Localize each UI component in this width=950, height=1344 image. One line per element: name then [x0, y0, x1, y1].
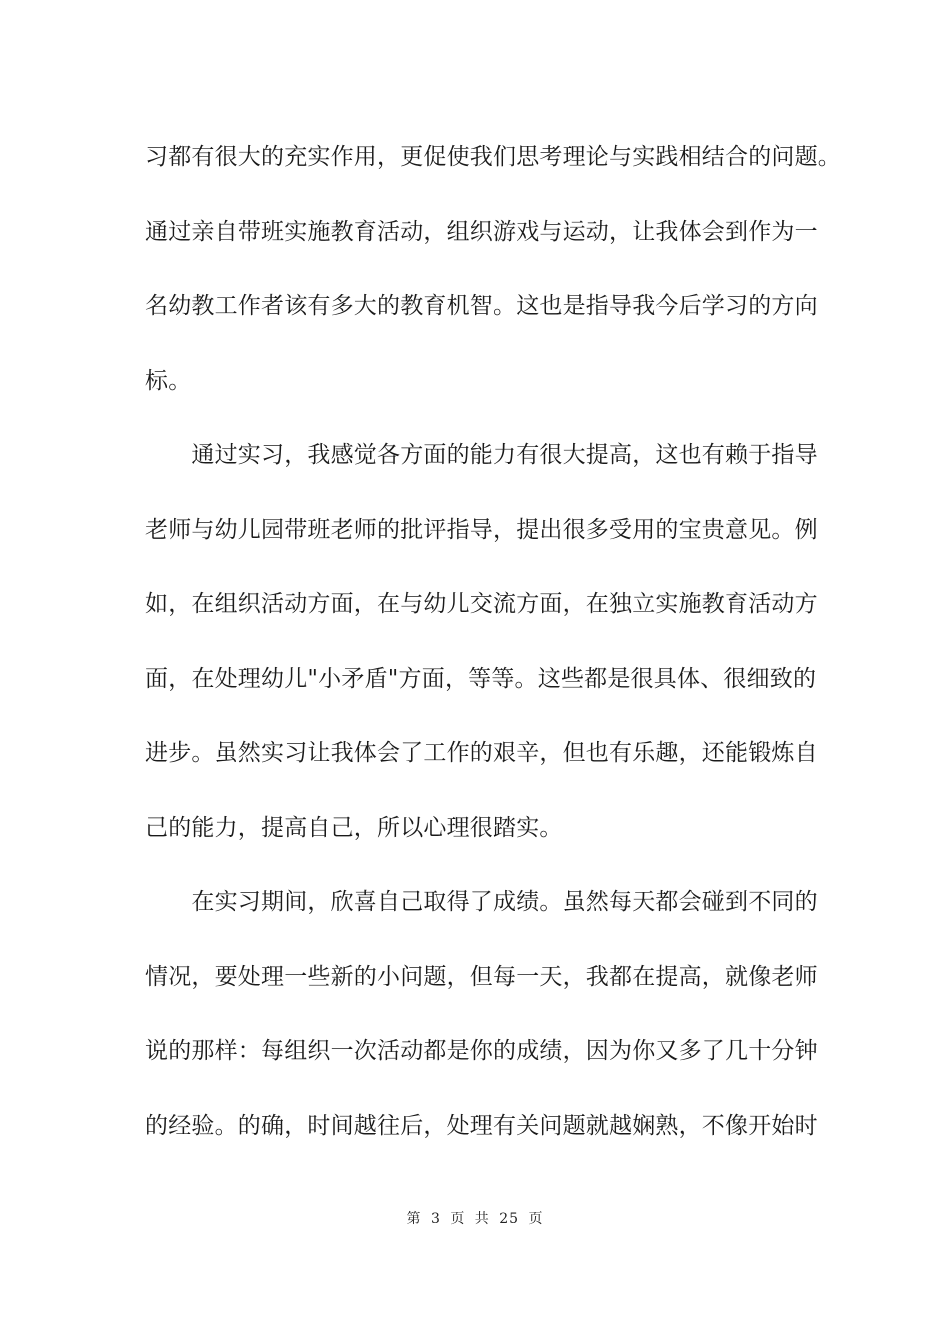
text-line: 名幼教工作者该有多大的教育机智。这也是指导我今后学习的方向: [145, 293, 818, 319]
text-line: 说的那样：每组织一次活动都是你的成绩，因为你又多了几十分钟: [145, 1038, 818, 1064]
footer-suffix: 页: [528, 1211, 544, 1227]
text-line: 习都有很大的充实作用，更促使我们思考理论与实践相结合的问题。: [145, 144, 841, 170]
body-text: [145, 133, 841, 1176]
text-line: 的经验。的确，时间越往后，处理有关问题就越娴熟，不像开始时: [145, 1112, 818, 1139]
text-line: 通过亲自带班实施教育活动，组织游戏与运动，让我体会到作为一: [145, 218, 818, 245]
text-line: 标。: [145, 367, 192, 394]
text-line: 情况，要处理一些新的小问题，但每一天，我都在提高，就像老师: [145, 963, 818, 990]
text-line: 己的能力，提高自己，所以心理很踏实。: [145, 814, 563, 841]
page-footer: [0, 1208, 950, 1228]
text-line: 进步。虽然实习让我体会了工作的艰辛，但也有乐趣，还能锻炼自: [145, 740, 818, 766]
paragraph-start-line: 在实习期间，欣喜自己取得了成绩。虽然每天都会碰到不同的: [145, 889, 818, 915]
text-line: 老师与幼儿园带班老师的批评指导，提出很多受用的宝贵意见。例: [145, 516, 818, 543]
current-page-number: 3: [430, 1211, 441, 1227]
footer-total-word: 共: [474, 1211, 490, 1227]
footer-page-word: 页: [450, 1211, 466, 1227]
paragraph-start-line: 通过实习，我感觉各方面的能力有很大提高，这也有赖于指导: [145, 442, 818, 468]
text-line: 面，在处理幼儿"小矛盾"方面，等等。这些都是很具体、很细致的: [145, 665, 817, 692]
footer-prefix: 第: [406, 1211, 422, 1227]
text-line: 如，在组织活动方面，在与幼儿交流方面，在独立实施教育活动方: [145, 591, 818, 617]
total-pages-number: 25: [499, 1211, 520, 1227]
